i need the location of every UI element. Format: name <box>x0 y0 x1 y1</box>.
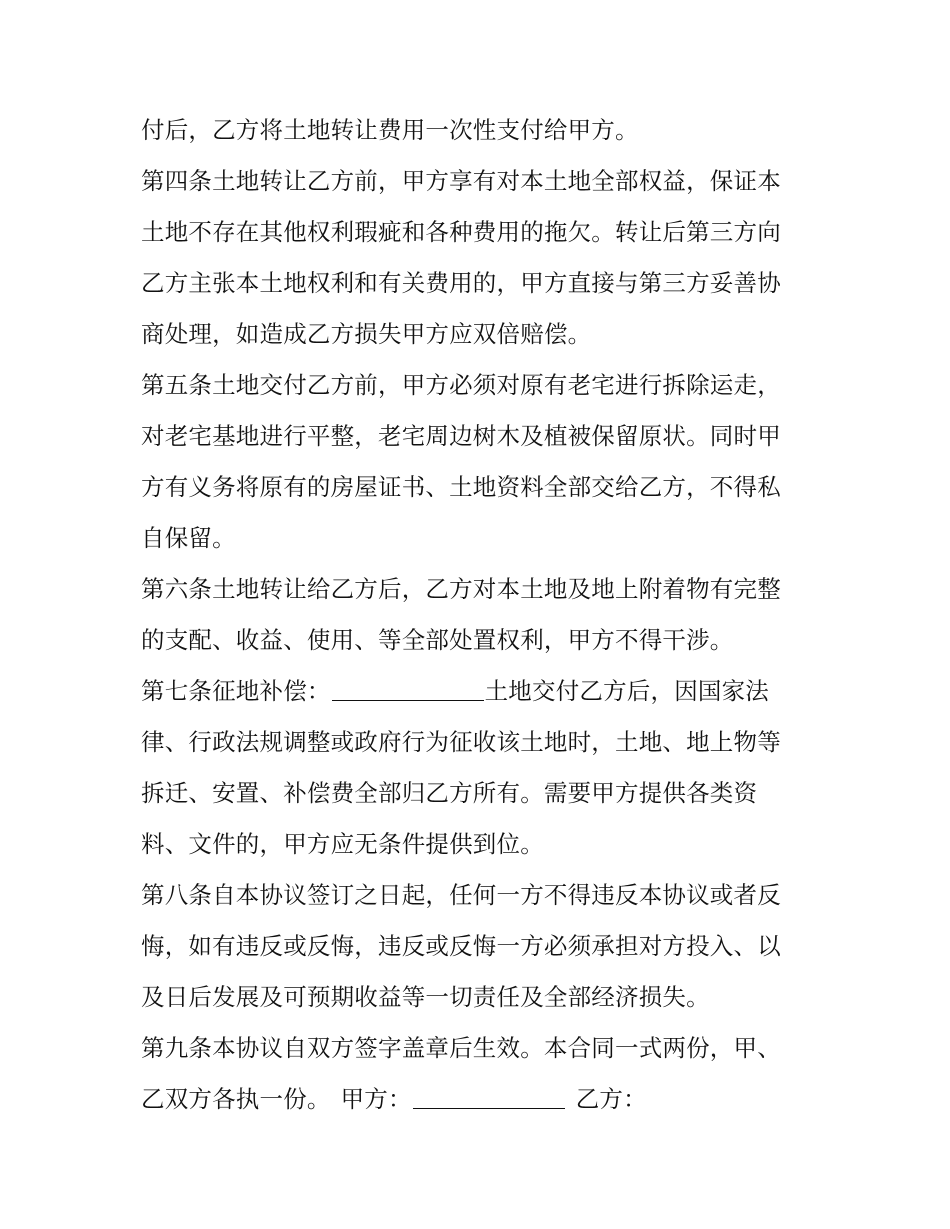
text-line: 律、行政法规调整或政府行为征收该土地时，土地、地上物等 <box>141 728 781 756</box>
clause-9-line: 第九条本协议自双方签字盖章后生效。本合同一式两份，甲、 <box>141 1034 781 1062</box>
party-a-label: 甲方： <box>340 1085 412 1113</box>
clause-7-prefix: 第七条征地补偿： <box>141 677 331 705</box>
text-line: 的支配、收益、使用、等全部处置权利，甲方不得干涉。 <box>141 626 734 654</box>
party-a-signature-field[interactable] <box>413 1086 565 1109</box>
text-line: 拆迁、安置、补偿费全部归乙方所有。需要甲方提供各类资 <box>141 779 758 807</box>
clause-7-suffix: 土地交付乙方后，因国家法 <box>484 677 770 705</box>
signature-line <box>141 1074 821 1125</box>
clause-5-line: 第五条土地交付乙方前，甲方必须对原有老宅进行拆除运走， <box>141 371 781 399</box>
compensation-blank-field[interactable] <box>332 678 484 701</box>
text-line: 方有义务将原有的房屋证书、土地资料全部交给乙方，不得私 <box>141 473 781 501</box>
clause-7-line <box>141 666 821 717</box>
document-body <box>141 105 821 1125</box>
clause-4-line: 第四条土地转让乙方前，甲方享有对本土地全部权益，保证本 <box>141 167 781 195</box>
clause-6-line: 第六条土地转让给乙方后，乙方对本土地及地上附着物有完整 <box>141 575 781 603</box>
text-line: 自保留。 <box>141 524 236 552</box>
text-line: 商处理，如造成乙方损失甲方应双倍赔偿。 <box>141 320 592 348</box>
text-line: 悔，如有违反或反悔，违反或反悔一方必须承担对方投入、以 <box>141 932 781 960</box>
text-line: 对老宅基地进行平整，老宅周边树木及植被保留原状。同时甲 <box>141 422 781 450</box>
text-line: 乙方主张本土地权利和有关费用的，甲方直接与第三方妥善协 <box>141 269 781 297</box>
text-line: 付后，乙方将土地转让费用一次性支付给甲方。 <box>141 116 639 144</box>
signature-prefix: 乙双方各执一份。 <box>141 1085 331 1113</box>
text-line: 料、文件的，甲方应无条件提供到位。 <box>141 830 544 858</box>
party-b-label: 乙方： <box>575 1085 647 1113</box>
clause-8-line: 第八条自本协议签订之日起，任何一方不得违反本协议或者反 <box>141 881 781 909</box>
text-line: 及日后发展及可预期收益等一切责任及全部经济损失。 <box>141 983 710 1011</box>
text-line: 土地不存在其他权利瑕疵和各种费用的拖欠。转让后第三方向 <box>141 218 781 246</box>
